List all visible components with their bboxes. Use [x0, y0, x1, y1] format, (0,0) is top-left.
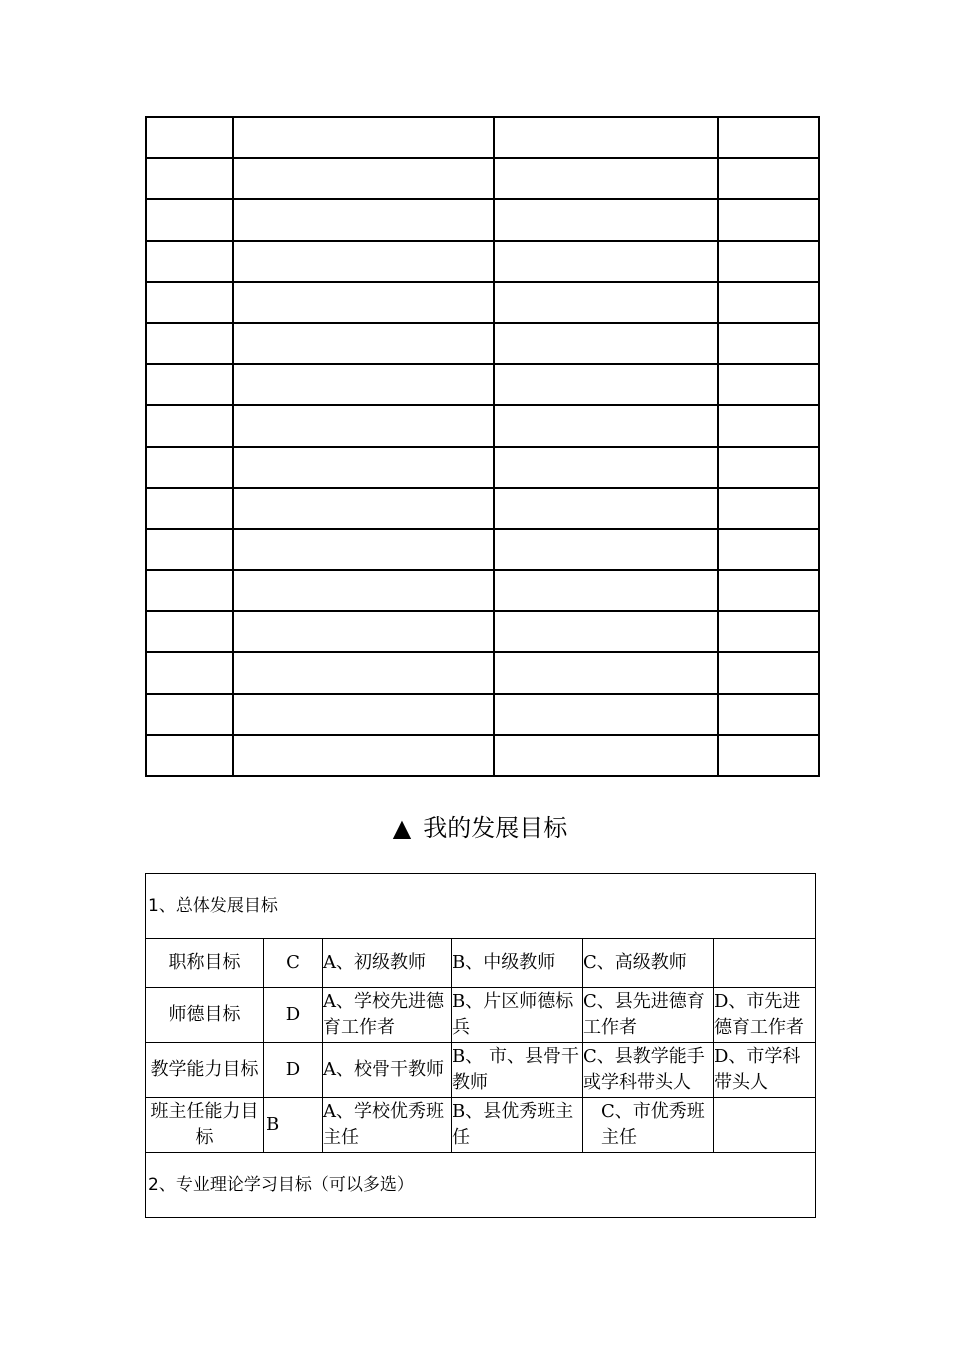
grid-row: [146, 529, 819, 570]
goal-row-teaching: [146, 1043, 816, 1098]
grid-cell: [718, 117, 819, 158]
goal-option-b: B、县优秀班主任: [452, 1098, 583, 1153]
goal-row-title: [146, 939, 816, 988]
grid-cell: [233, 405, 494, 446]
goal-option-d: D、市学科带头人: [714, 1043, 816, 1098]
goal-choice: D: [264, 1043, 323, 1098]
grid-cell: [233, 611, 494, 652]
black-up-triangle-icon: ▲: [392, 814, 412, 842]
grid-row: [146, 405, 819, 446]
grid-cell: [494, 117, 718, 158]
grid-cell: [233, 488, 494, 529]
grid-row: [146, 158, 819, 199]
grid-row: [146, 117, 819, 158]
grid-cell: [233, 694, 494, 735]
grid-row: [146, 241, 819, 282]
grid-cell: [146, 529, 233, 570]
goal-option-b: B、中级教师: [452, 939, 583, 988]
grid-cell: [146, 570, 233, 611]
goal-label: 职称目标: [146, 939, 264, 988]
development-goals-table: [145, 873, 816, 1218]
grid-row: [146, 488, 819, 529]
goal-option-d: D、市先进德育工作者: [714, 988, 816, 1043]
grid-cell: [494, 570, 718, 611]
grid-cell: [494, 364, 718, 405]
goal-choice: C: [264, 939, 323, 988]
grid-cell: [494, 199, 718, 240]
grid-cell: [494, 447, 718, 488]
goal-option-c: C、高级教师: [583, 939, 714, 988]
grid-cell: [233, 570, 494, 611]
grid-cell: [494, 282, 718, 323]
grid-cell: [718, 364, 819, 405]
goal-row-class-teacher: [146, 1098, 816, 1153]
grid-cell: [718, 447, 819, 488]
goal-option-a: A、学校先进德育工作者: [323, 988, 452, 1043]
grid-cell: [146, 611, 233, 652]
grid-cell: [494, 488, 718, 529]
grid-cell: [718, 529, 819, 570]
grid-cell: [146, 488, 233, 529]
grid-row: [146, 323, 819, 364]
grid-cell: [494, 611, 718, 652]
grid-cell: [146, 652, 233, 693]
goal-option-c: C、县先进德育工作者: [583, 988, 714, 1043]
grid-cell: [718, 199, 819, 240]
grid-cell: [233, 323, 494, 364]
grid-row: [146, 611, 819, 652]
grid-cell: [146, 694, 233, 735]
grid-row: [146, 735, 819, 776]
grid-cell: [146, 158, 233, 199]
goal-option-a: A、初级教师: [323, 939, 452, 988]
grid-row: [146, 570, 819, 611]
grid-cell: [146, 405, 233, 446]
grid-cell: [233, 447, 494, 488]
grid-cell: [718, 241, 819, 282]
grid-cell: [233, 158, 494, 199]
grid-cell: [146, 199, 233, 240]
grid-cell: [146, 323, 233, 364]
grid-cell: [494, 405, 718, 446]
goal-option-d: [714, 1098, 816, 1153]
goal-label: 教学能力目标: [146, 1043, 264, 1098]
grid-cell: [718, 735, 819, 776]
grid-cell: [494, 652, 718, 693]
blank-grid-table: [145, 116, 820, 777]
goal-option-b: B、片区师德标兵: [452, 988, 583, 1043]
heading-text: 我的发展目标: [423, 814, 568, 842]
grid-cell: [718, 405, 819, 446]
grid-row: [146, 199, 819, 240]
grid-row: [146, 364, 819, 405]
goal-row-ethics: [146, 988, 816, 1043]
grid-row: [146, 282, 819, 323]
goal-label: 班主任能力目标: [146, 1098, 264, 1153]
grid-row: [146, 447, 819, 488]
goal-option-c: C、市优秀班主任: [583, 1098, 714, 1153]
grid-cell: [146, 117, 233, 158]
grid-cell: [718, 611, 819, 652]
grid-cell: [146, 364, 233, 405]
grid-cell: [233, 282, 494, 323]
grid-cell: [494, 694, 718, 735]
grid-cell: [718, 570, 819, 611]
grid-cell: [146, 735, 233, 776]
goal-option-b: B、 市、县骨干教师: [452, 1043, 583, 1098]
grid-cell: [494, 735, 718, 776]
grid-cell: [233, 364, 494, 405]
goal-option-c: C、县教学能手或学科带头人: [583, 1043, 714, 1098]
grid-cell: [146, 241, 233, 282]
goal-choice: B: [264, 1098, 323, 1153]
grid-cell: [494, 529, 718, 570]
goal-option-a: A、校骨干教师: [323, 1043, 452, 1098]
goal-option-d: [714, 939, 816, 988]
grid-cell: [494, 323, 718, 364]
goal-choice: D: [264, 988, 323, 1043]
grid-row: [146, 694, 819, 735]
grid-cell: [233, 529, 494, 570]
grid-cell: [146, 447, 233, 488]
grid-cell: [233, 652, 494, 693]
grid-cell: [718, 652, 819, 693]
grid-cell: [718, 158, 819, 199]
grid-row: [146, 652, 819, 693]
grid-cell: [233, 199, 494, 240]
grid-cell: [494, 158, 718, 199]
goal-label: 师德目标: [146, 988, 264, 1043]
grid-cell: [718, 282, 819, 323]
grid-cell: [233, 241, 494, 282]
grid-cell: [146, 282, 233, 323]
grid-cell: [233, 117, 494, 158]
goal-option-a: A、学校优秀班主任: [323, 1098, 452, 1153]
grid-cell: [718, 694, 819, 735]
grid-cell: [233, 735, 494, 776]
grid-cell: [718, 323, 819, 364]
section-heading: [0, 808, 960, 843]
section-2-title: 2、专业理论学习目标（可以多选）: [146, 1153, 816, 1218]
grid-cell: [494, 241, 718, 282]
grid-cell: [718, 488, 819, 529]
section-1-title: 1、总体发展目标: [146, 874, 816, 939]
